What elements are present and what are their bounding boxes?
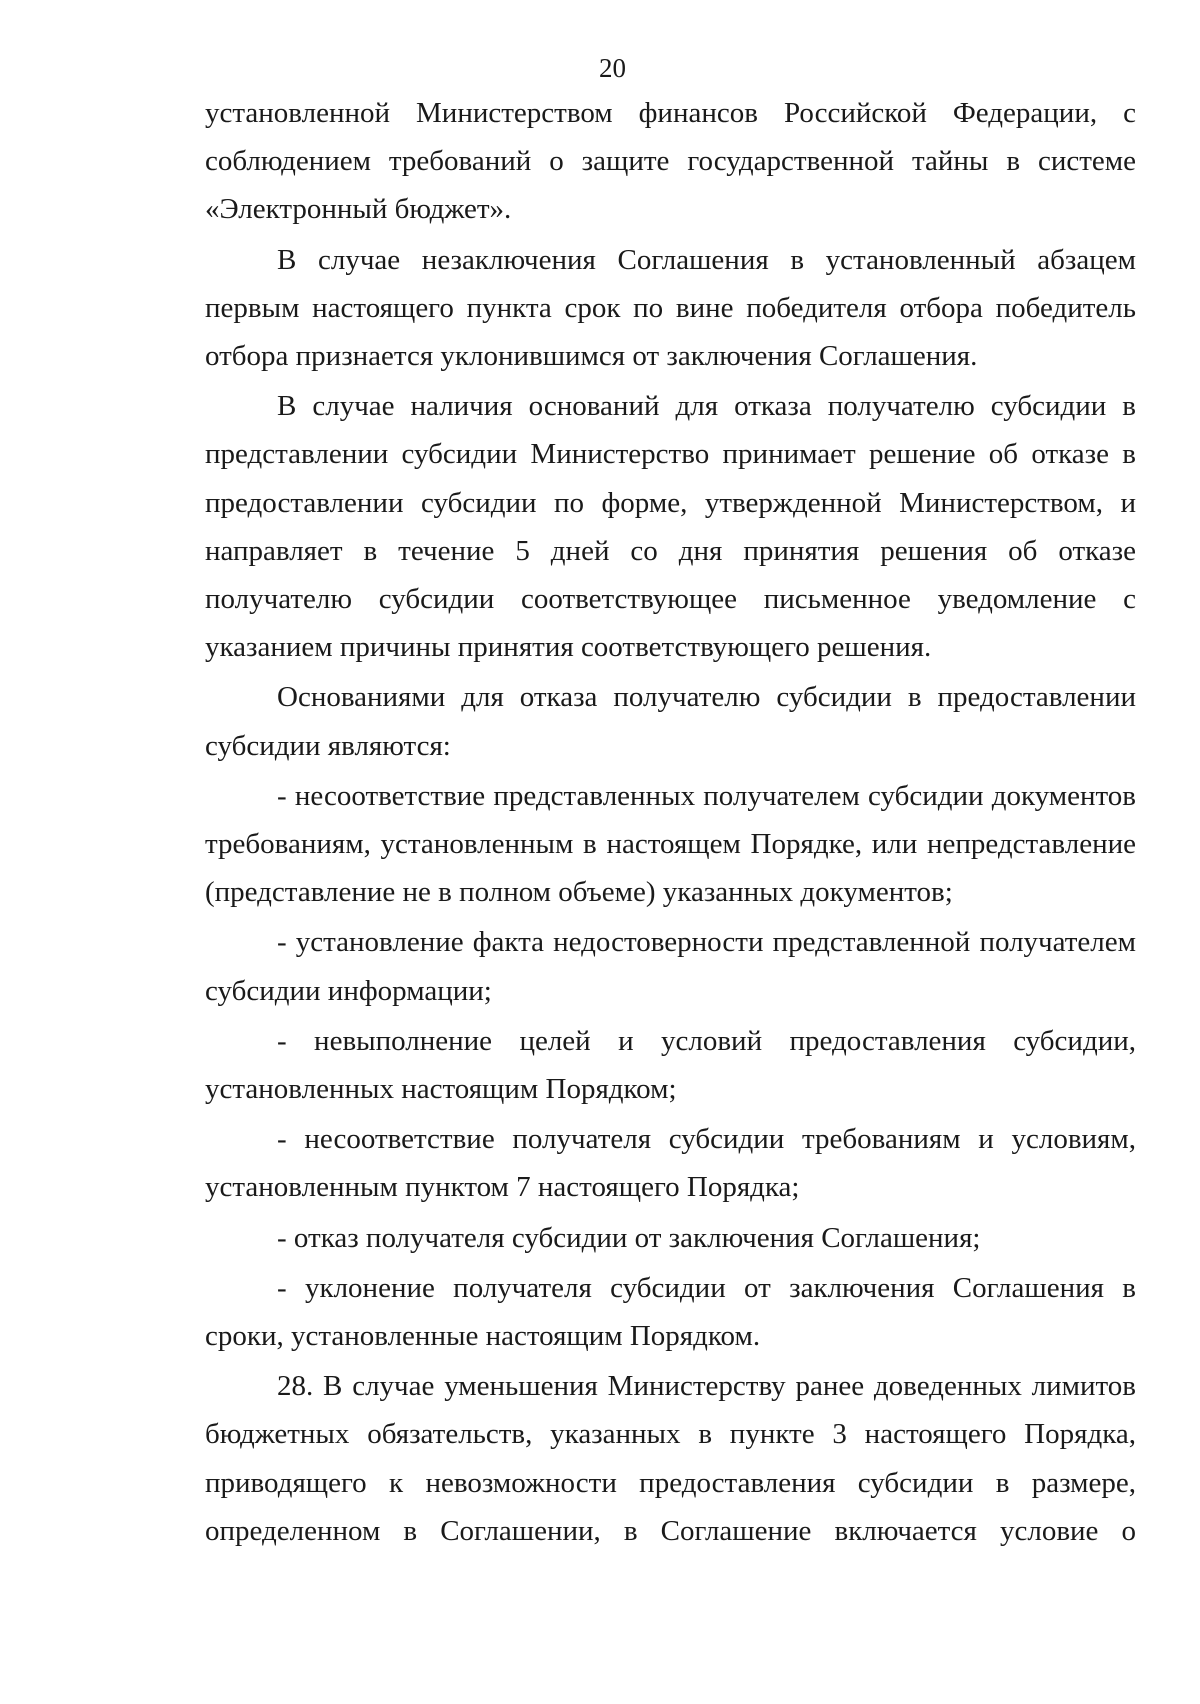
- list-item-requirements-mismatch: - несоответствие получателя субсидии требованиям и условиям, установленным пунктом 7 настоящего Порядка;: [205, 1123, 1136, 1204]
- paragraph-refusal-grounds: Основаниями для отказа получателю субсидии в предоставлении субсидии являются:: [205, 681, 1136, 762]
- paragraph-agreement-evasion: В случае незаключения Соглашения в установленный абзацем первым настоящего пункта срок по вине победителя отбора победитель отбора признается уклонившимся от заключения Соглашения.: [205, 243, 1136, 373]
- list-item-conditions-not-met: - невыполнение целей и условий предоставления субсидии, установленных настоящим Порядком;: [205, 1024, 1136, 1106]
- list-item-agreement-evasion: - уклонение получателя субсидии от заключения Соглашения в сроки, установленные настоящим Порядком.: [205, 1271, 1136, 1353]
- list-item-agreement-refusal: - отказ получателя субсидии от заключения Соглашения;: [277, 1221, 981, 1254]
- paragraph-continuation: установленной Министерством финансов Российской Федерации, с соблюдением требований о защите государственной тайны в системе «Электронный бюджет».: [205, 97, 1136, 226]
- list-item-documents-mismatch: - несоответствие представленных получателем субсидии документов требованиям, установленным в настоящем Порядке, или непредставление (представление не в полном объеме) указанных документов;: [205, 779, 1136, 909]
- paragraph-item-28: 28. В случае уменьшения Министерству ранее доведенных лимитов бюджетных обязательств, указанных в пункте 3 настоящего Порядка, приводящего к невозможности предоставления субсидии в размере, определенном в Соглашении, в Соглашение включается условие о: [205, 1370, 1136, 1547]
- paragraph-refusal-decision: В случае наличия оснований для отказа получателю субсидии в представлении субсидии Министерство принимает решение об отказе в предоставлении субсидии по форме, утвержденной Министерством, и направляет в течение 5 дней со дня принятия решения об отказе получателю субсидии соответствующее письменное уведомление с указанием причины принятия соответствующего решения.: [205, 390, 1136, 664]
- document-body: [205, 89, 1136, 1555]
- list-item-false-information: - установление факта недостоверности представленной получателем субсидии информации;: [205, 926, 1136, 1007]
- page-number: 20: [599, 53, 626, 83]
